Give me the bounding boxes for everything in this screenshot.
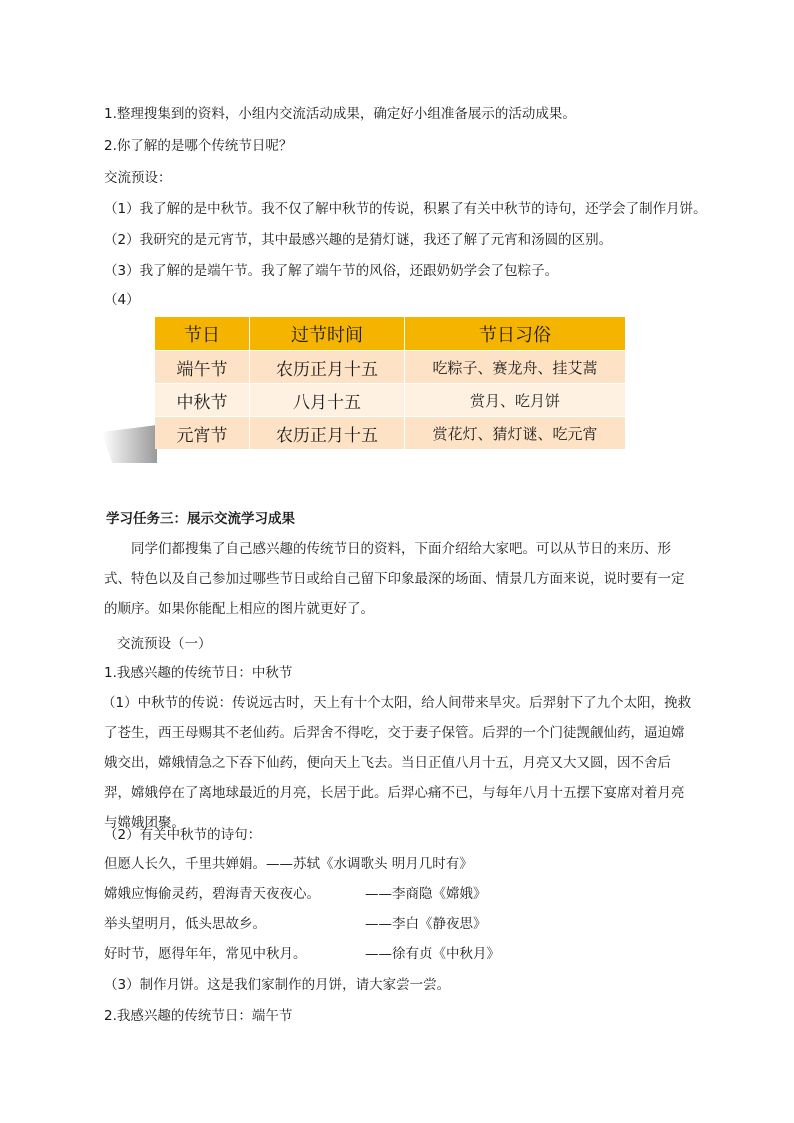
cell-time: 农历正月十五 [250,351,405,384]
task-paragraph: 同学们都搜集了自己感兴趣的传统节日的资料，下面介绍给大家吧。可以从节日的来历、形式、特色以及自己参加过哪些节日或给自己留下印象最深的场面、情景几方面来说，说时要有一定的顺序。如果你能配上相应的图片就更好了。 [104,541,685,617]
poem-author: ——李白《静夜思》 [365,916,487,932]
cell-festival: 中秋节 [155,384,250,417]
header-time: 过节时间 [250,317,405,351]
table-shadow [102,317,162,463]
task-title: 学习任务三：展示交流学习成果 [106,511,295,527]
intro-line-6: （3）我了解的是端午节。我了解了端午节的风俗，还跟奶奶学会了包粽子。 [104,263,559,279]
festival-table-figure [102,317,626,463]
preset-one-label: 交流预设（一） [117,636,212,652]
poem-author: ——徐有贞《中秋月》 [365,946,500,962]
intro-line-4: （1）我了解的是中秋节。我不仅了解中秋节的传说，积累了有关中秋节的诗句，还学会了制作月饼。 [104,201,707,217]
intro-line-2: 2.你了解的是哪个传统节日呢？ [104,138,293,154]
cell-festival: 元宵节 [155,417,250,450]
cell-custom: 赏月、吃月饼 [405,384,626,417]
legend-paragraph: （1）中秋节的传说：传说远古时，天上有十个太阳，给人间带来旱灾。后羿射下了九个太阳，挽救了苍生，西王母赐其不老仙药。后羿舍不得吃，交于妻子保管。后羿的一个门徒觊觎仙药，逼迫嫦娥交出，嫦娥情急之下吞下仙药，便向天上飞去。当日正值八月十五，月亮又大又圆，因不舍后羿，嫦娥停在了离地球最近的月亮，长居于此。后羿心痛不已，与每年八月十五摆下宴席对着月亮与嫦娥团聚。 [102,695,692,831]
section-mid-autumn: 1.我感兴趣的传统节日：中秋节 [104,665,293,681]
intro-line-1: 1.整理搜集到的资料，小组内交流活动成果，确定好小组准备展示的活动成果。 [104,106,576,122]
table-row [155,384,626,417]
intro-line-3: 交流预设： [104,170,172,186]
header-festival: 节日 [155,317,250,351]
cell-time: 农历正月十五 [250,417,405,450]
cell-custom: 吃粽子、赛龙舟、挂艾蒿 [405,351,626,384]
cell-festival: 端午节 [155,351,250,384]
poem-line: 嫦娥应悔偷灵药，碧海青天夜夜心。 [104,886,320,902]
cell-time: 八月十五 [250,384,405,417]
mooncake-line: （3）制作月饼。这是我们家制作的月饼，请大家尝一尝。 [104,977,451,993]
intro-line-5: （2）我研究的是元宵节，其中最感兴趣的是猜灯谜，我还了解了元宵和汤圆的区别。 [104,232,613,248]
poem-line: 好时节，愿得年年，常见中秋月。 [104,946,307,962]
table-header-row [155,317,626,351]
table-row [155,351,626,384]
cell-custom: 赏花灯、猜灯谜、吃元宵 [405,417,626,450]
festival-table [155,317,626,449]
section-dragon-boat: 2.我感兴趣的传统节日：端午节 [104,1008,293,1024]
poem-line: 但愿人长久，千里共婵娟。——苏轼《水调歌头 明月几时有》 [104,856,473,872]
poem-line: 举头望明月，低头思故乡。 [104,916,266,932]
header-custom: 节日习俗 [405,317,626,351]
intro-line-7: （4） [104,292,140,308]
table-row [155,417,626,450]
poem-author: ——李商隐《嫦娥》 [365,886,487,902]
poems-title: （2）有关中秋节的诗句： [104,827,262,843]
